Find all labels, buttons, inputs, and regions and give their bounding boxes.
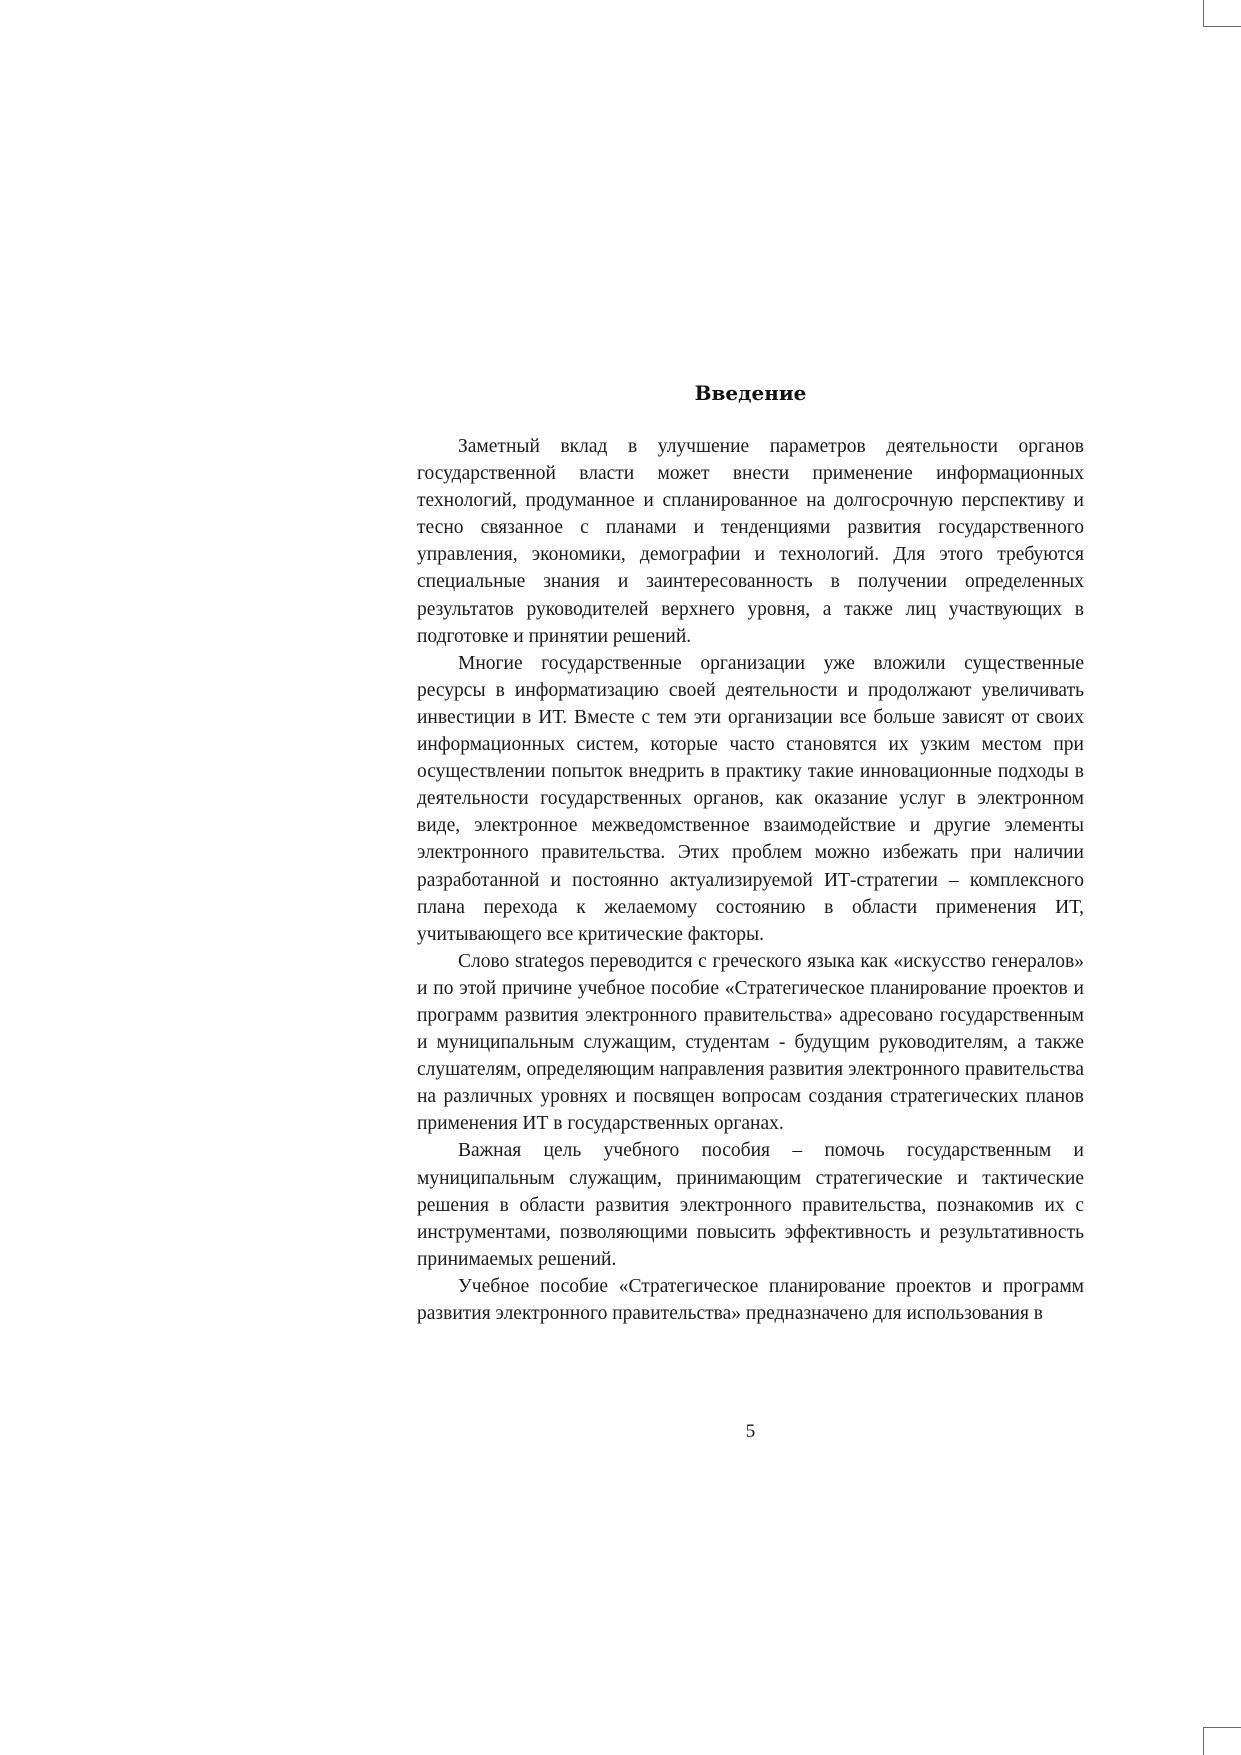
- body-text: [417, 433, 1084, 1327]
- page-title: Введение: [694, 381, 807, 405]
- crop-mark-top-vertical: [1203, 0, 1204, 26]
- paragraph: Заметный вклад в улучшение параметров деятельности органов государственной власти может внести применение информационных технологий, продуманное и спланированное на долгосрочную перспективу и тесно связанное с планами и тенденциями развития государственного управления, экономики, демографии и технологий. Для этого требуются специальные знания и заинтересованность в получении определенных результатов руководителей верхнего уровня, а также лиц участвующих в подготовке и принятии решений.: [417, 436, 1084, 647]
- page-number: 5: [745, 1421, 756, 1442]
- paragraph: Слово strategos переводится с греческого языка как «искусство генералов» и по этой причине учебное пособие «Стратегическое планирование проектов и программ развития электронного правительства» адресовано государственным и муниципальным служащим, студентам - будущим руководителям, а также слушателям, определяющим направления развития электронного правительства на различных уровнях и посвящен вопросам создания стратегических планов применения ИТ в государственных органах.: [417, 950, 1084, 1135]
- crop-mark-bottom-vertical: [1203, 1727, 1204, 1755]
- paragraph: Многие государственные организации уже вложили существенные ресурсы в информатизацию своей деятельности и продолжают увеличивать инвестиции в ИТ. Вместе с тем эти организации все больше зависят от своих информационных систем, которые часто становятся их узким местом при осуществлении попыток внедрить в практику такие инновационные подходы в деятельности государственных органов, как оказание услуг в электронном виде, электронное межведомственное взаимодействие и другие элементы электронного правительства. Этих проблем можно избежать при наличии разработанной и постоянно актуализируемой ИТ-стратегии – комплексного плана перехода к желаемому состоянию в области применения ИТ, учитывающего все критические факторы.: [417, 652, 1084, 945]
- crop-mark-top-horizontal: [1203, 26, 1241, 27]
- paragraph: Учебное пособие «Стратегическое планирование проектов и программ развития электронного правительства» предназначено для использования в: [417, 1275, 1084, 1324]
- crop-mark-bottom-horizontal: [1203, 1727, 1241, 1728]
- paragraph: Важная цель учебного пособия – помочь государственным и муниципальным служащим, принимающим стратегические и тактические решения в области развития электронного правительства, познакомив их с инструментами, позволяющими повысить эффективность и результативность принимаемых решений.: [417, 1140, 1084, 1270]
